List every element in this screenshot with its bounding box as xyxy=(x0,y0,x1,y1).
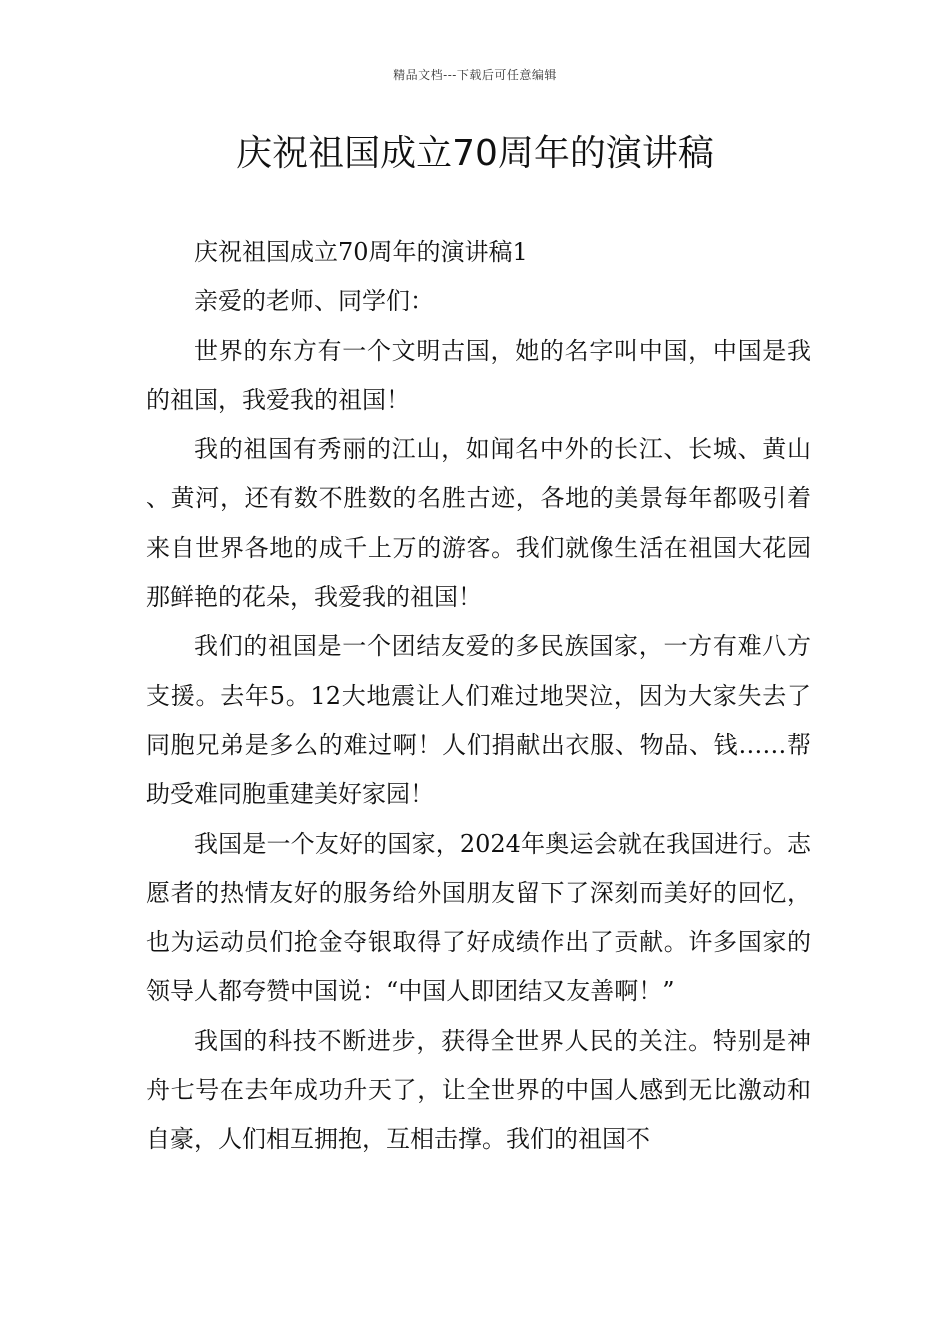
body-paragraph: 我的祖国有秀丽的江山，如闻名中外的长江、长城、黄山、黄河，还有数不胜数的名胜古迹，各地的美景每年都吸引着来自世界各地的成千上万的游客。我们就像生活在祖国大花园那鲜艳的花朵，我爱我的祖国！ xyxy=(146,435,811,612)
body-paragraph: 我国是一个友好的国家，2024年奥运会就在我国进行。志愿者的热情友好的服务给外国朋友留下了深刻而美好的回忆，也为运动员们抢金夺银取得了好成绩作出了贡献。许多国家的领导人都夸赞中国说：“中国人即团结又友善啊！” xyxy=(146,829,811,1006)
header-note: 精品文档---下载后可任意编辑 xyxy=(393,68,557,82)
subtitle-paragraph: 庆祝祖国成立70周年的演讲稿1 xyxy=(194,238,528,266)
body-paragraph: 我国的科技不断进步，获得全世界人民的关注。特别是神舟七号在去年成功升天了，让全世界的中国人感到无比激动和自豪，人们相互拥抱，互相击撑。我们的祖国不 xyxy=(146,1026,811,1154)
body-paragraph: 世界的东方有一个文明古国，她的名字叫中国，中国是我的祖国，我爱我的祖国！ xyxy=(146,336,811,414)
page-title: 庆祝祖国成立70周年的演讲稿 xyxy=(236,133,714,174)
salutation-paragraph: 亲爱的老师、同学们： xyxy=(194,287,434,316)
body-paragraph: 我们的祖国是一个团结友爱的多民族国家，一方有难八方支援。去年5。12大地震让人们难过地哭泣，因为大家失去了同胞兄弟是多么的难过啊！人们捐献出衣服、物品、钱……帮助受难同胞重建美好家园！ xyxy=(146,632,811,809)
document-body xyxy=(146,228,811,1165)
